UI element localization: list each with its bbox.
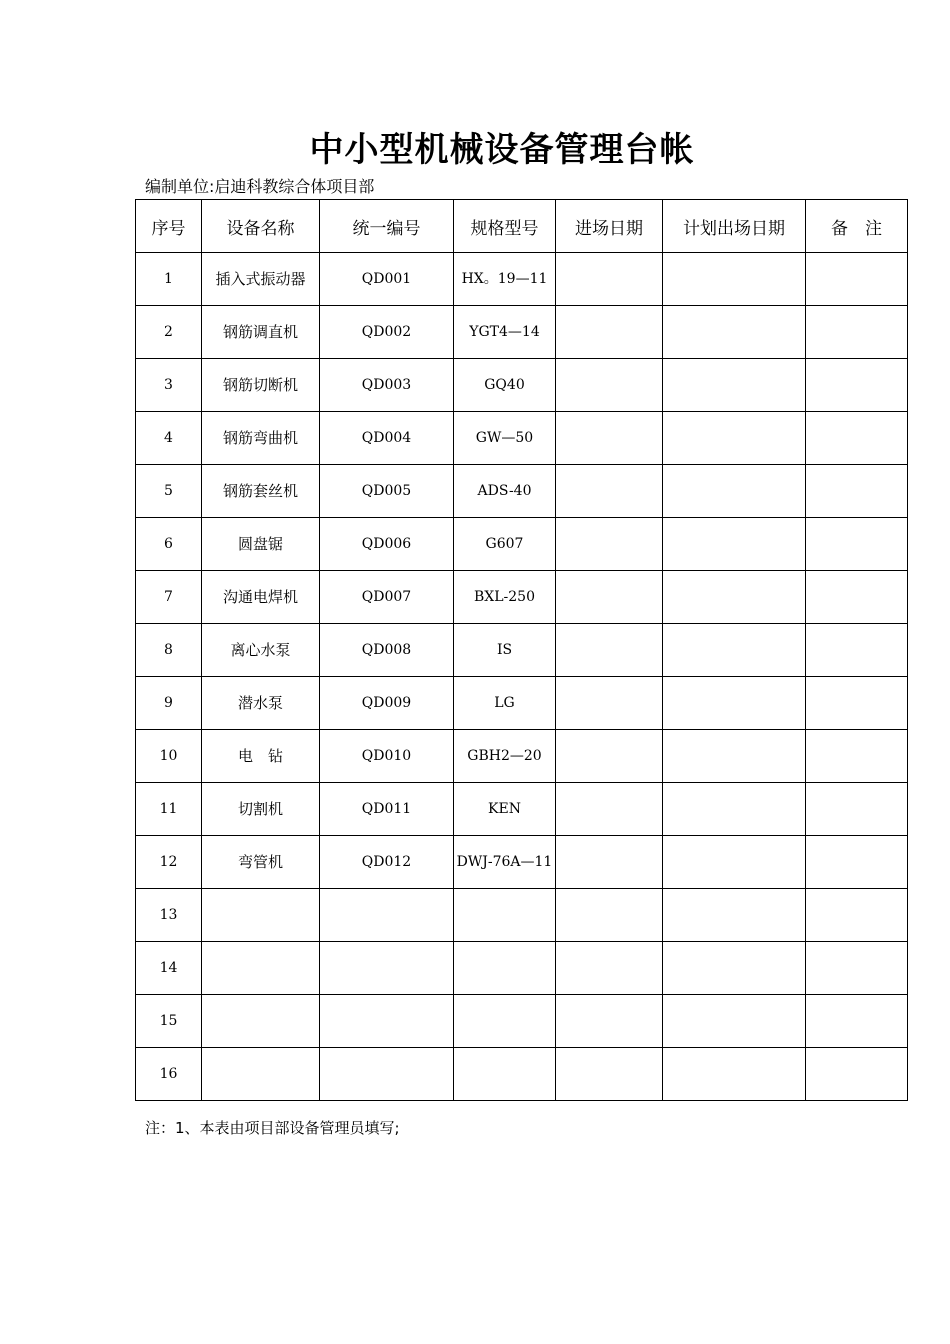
cell-entry-date [556, 412, 663, 465]
cell-equipment-name: 潜水泵 [202, 677, 320, 730]
cell-planned-exit-date [663, 942, 806, 995]
cell-equipment-name: 离心水泵 [202, 624, 320, 677]
cell-equipment-name [202, 995, 320, 1048]
cell-remarks [806, 359, 908, 412]
cell-planned-exit-date [663, 1048, 806, 1101]
cell-unified-number [320, 1048, 454, 1101]
cell-equipment-name: 切割机 [202, 783, 320, 836]
cell-serial-no: 15 [136, 995, 202, 1048]
cell-serial-no: 5 [136, 465, 202, 518]
cell-serial-no: 7 [136, 571, 202, 624]
cell-planned-exit-date [663, 412, 806, 465]
cell-unified-number: QD012 [320, 836, 454, 889]
cell-entry-date [556, 465, 663, 518]
cell-unified-number [320, 889, 454, 942]
table-row [136, 359, 908, 412]
cell-equipment-name: 钢筋套丝机 [202, 465, 320, 518]
header-remarks: 备 注 [806, 200, 908, 253]
cell-equipment-name: 钢筋切断机 [202, 359, 320, 412]
cell-remarks [806, 1048, 908, 1101]
cell-equipment-name: 圆盘锯 [202, 518, 320, 571]
cell-remarks [806, 412, 908, 465]
cell-entry-date [556, 942, 663, 995]
cell-equipment-name: 电 钻 [202, 730, 320, 783]
cell-serial-no: 16 [136, 1048, 202, 1101]
table-row [136, 518, 908, 571]
table-row [136, 730, 908, 783]
table-row [136, 306, 908, 359]
cell-remarks [806, 783, 908, 836]
cell-serial-no: 1 [136, 253, 202, 306]
table-row [136, 412, 908, 465]
cell-serial-no: 11 [136, 783, 202, 836]
cell-unified-number: QD009 [320, 677, 454, 730]
cell-unified-number: QD007 [320, 571, 454, 624]
cell-equipment-name [202, 1048, 320, 1101]
header-entry-date: 进场日期 [556, 200, 663, 253]
cell-entry-date [556, 359, 663, 412]
cell-specification-model: GW—50 [454, 412, 556, 465]
cell-serial-no: 6 [136, 518, 202, 571]
cell-serial-no: 10 [136, 730, 202, 783]
header-unified-number: 统一编号 [320, 200, 454, 253]
cell-planned-exit-date [663, 624, 806, 677]
cell-remarks [806, 253, 908, 306]
table-row [136, 995, 908, 1048]
cell-equipment-name: 钢筋调直机 [202, 306, 320, 359]
cell-entry-date [556, 783, 663, 836]
cell-unified-number: QD001 [320, 253, 454, 306]
cell-equipment-name: 插入式振动器 [202, 253, 320, 306]
cell-entry-date [556, 836, 663, 889]
compiling-unit: 编制单位:启迪科教综合体项目部 [145, 177, 375, 196]
cell-planned-exit-date [663, 518, 806, 571]
cell-specification-model: GBH2—20 [454, 730, 556, 783]
cell-remarks [806, 995, 908, 1048]
cell-unified-number: QD004 [320, 412, 454, 465]
cell-unified-number: QD006 [320, 518, 454, 571]
cell-entry-date [556, 995, 663, 1048]
cell-specification-model: ADS-40 [454, 465, 556, 518]
cell-entry-date [556, 624, 663, 677]
table-row [136, 942, 908, 995]
table-row [136, 889, 908, 942]
cell-serial-no: 14 [136, 942, 202, 995]
footnote: 注：1、本表由项目部设备管理员填写; [145, 1119, 400, 1137]
cell-serial-no: 9 [136, 677, 202, 730]
table-header-row [136, 200, 908, 253]
cell-unified-number: QD008 [320, 624, 454, 677]
cell-planned-exit-date [663, 571, 806, 624]
cell-planned-exit-date [663, 836, 806, 889]
cell-unified-number [320, 995, 454, 1048]
cell-serial-no: 8 [136, 624, 202, 677]
table-row [136, 783, 908, 836]
table-row [136, 624, 908, 677]
cell-equipment-name: 弯管机 [202, 836, 320, 889]
cell-specification-model: IS [454, 624, 556, 677]
cell-entry-date [556, 518, 663, 571]
cell-planned-exit-date [663, 677, 806, 730]
table-body [136, 253, 908, 1101]
cell-specification-model [454, 942, 556, 995]
cell-equipment-name [202, 889, 320, 942]
header-specification-model: 规格型号 [454, 200, 556, 253]
cell-specification-model: DWJ-76A—11 [454, 836, 556, 889]
cell-specification-model: KEN [454, 783, 556, 836]
cell-specification-model: HX。19—11 [454, 253, 556, 306]
cell-equipment-name: 钢筋弯曲机 [202, 412, 320, 465]
cell-unified-number: QD010 [320, 730, 454, 783]
cell-serial-no: 12 [136, 836, 202, 889]
cell-planned-exit-date [663, 730, 806, 783]
cell-remarks [806, 624, 908, 677]
cell-remarks [806, 306, 908, 359]
cell-unified-number: QD003 [320, 359, 454, 412]
header-planned-exit-date: 计划出场日期 [663, 200, 806, 253]
cell-entry-date [556, 306, 663, 359]
cell-remarks [806, 518, 908, 571]
cell-planned-exit-date [663, 465, 806, 518]
table-row [136, 465, 908, 518]
cell-entry-date [556, 730, 663, 783]
cell-remarks [806, 465, 908, 518]
cell-serial-no: 13 [136, 889, 202, 942]
cell-entry-date [556, 889, 663, 942]
cell-specification-model: G607 [454, 518, 556, 571]
cell-remarks [806, 836, 908, 889]
cell-remarks [806, 730, 908, 783]
cell-unified-number: QD005 [320, 465, 454, 518]
cell-entry-date [556, 571, 663, 624]
cell-planned-exit-date [663, 253, 806, 306]
cell-planned-exit-date [663, 306, 806, 359]
cell-remarks [806, 677, 908, 730]
cell-specification-model: YGT4—14 [454, 306, 556, 359]
table-row [136, 836, 908, 889]
table-row [136, 253, 908, 306]
page-title: 中小型机械设备管理台帐 [309, 130, 695, 170]
header-equipment-name: 设备名称 [202, 200, 320, 253]
cell-serial-no: 3 [136, 359, 202, 412]
cell-entry-date [556, 1048, 663, 1101]
table-row [136, 571, 908, 624]
cell-unified-number [320, 942, 454, 995]
cell-specification-model [454, 889, 556, 942]
equipment-ledger-table [135, 199, 908, 1101]
cell-specification-model [454, 995, 556, 1048]
cell-equipment-name [202, 942, 320, 995]
cell-serial-no: 4 [136, 412, 202, 465]
cell-entry-date [556, 253, 663, 306]
cell-remarks [806, 889, 908, 942]
cell-planned-exit-date [663, 995, 806, 1048]
cell-specification-model: GQ40 [454, 359, 556, 412]
cell-specification-model: BXL-250 [454, 571, 556, 624]
cell-entry-date [556, 677, 663, 730]
cell-remarks [806, 571, 908, 624]
cell-specification-model [454, 1048, 556, 1101]
cell-remarks [806, 942, 908, 995]
cell-equipment-name: 沟通电焊机 [202, 571, 320, 624]
cell-planned-exit-date [663, 889, 806, 942]
cell-unified-number: QD011 [320, 783, 454, 836]
cell-planned-exit-date [663, 359, 806, 412]
cell-planned-exit-date [663, 783, 806, 836]
header-serial-no: 序号 [136, 200, 202, 253]
table-row [136, 677, 908, 730]
cell-unified-number: QD002 [320, 306, 454, 359]
table-row [136, 1048, 908, 1101]
cell-specification-model: LG [454, 677, 556, 730]
cell-serial-no: 2 [136, 306, 202, 359]
